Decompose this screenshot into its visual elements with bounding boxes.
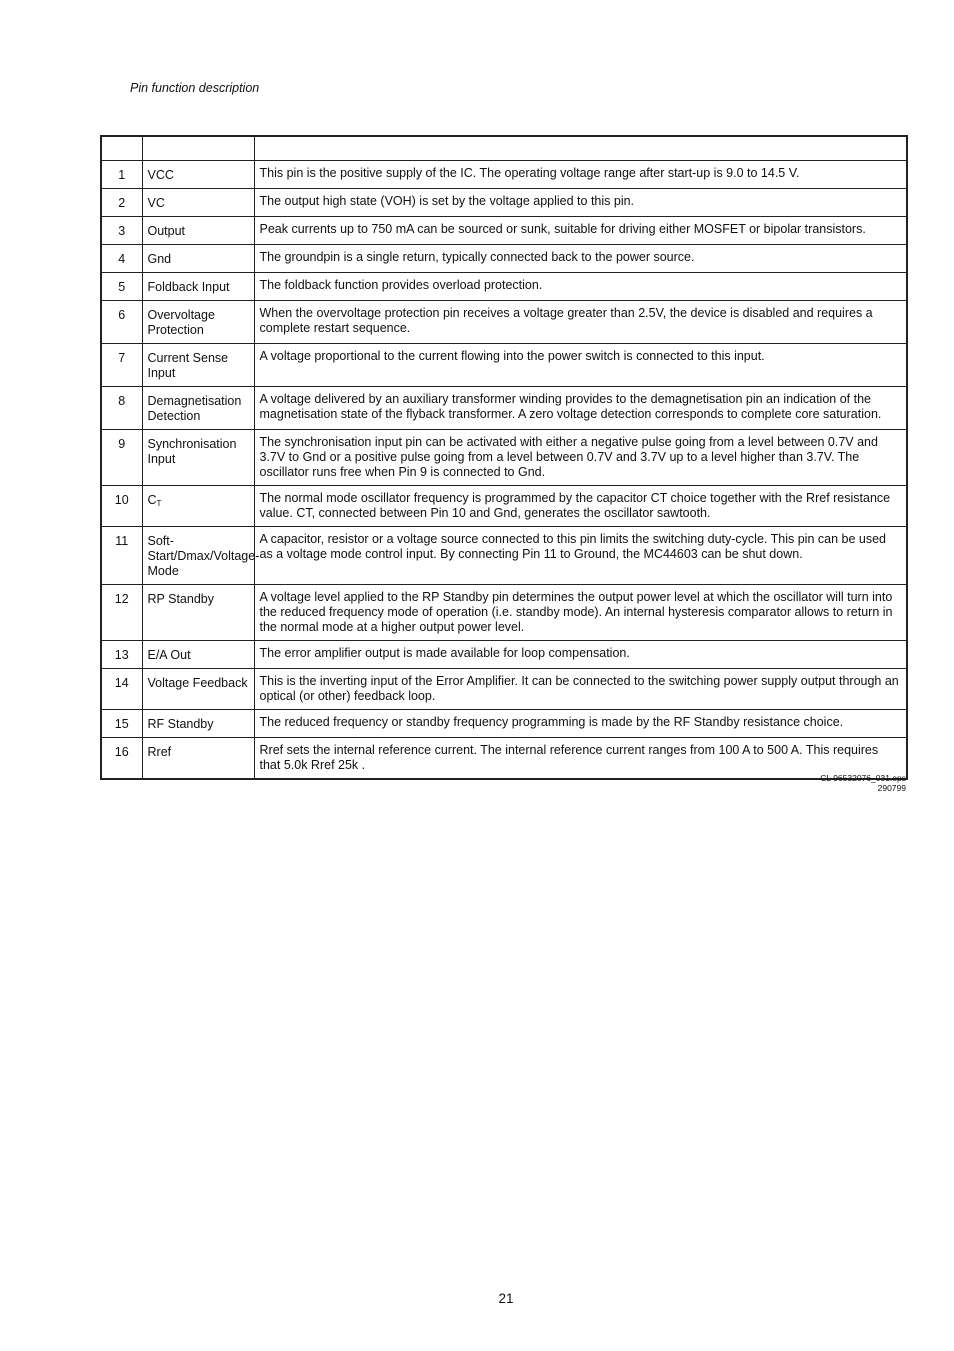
pin-symbol [142,161,254,189]
table-row [101,710,907,738]
pin-description: The error amplifier output is made available for loop compensation. [254,641,907,669]
pin-symbol [142,344,254,387]
pin-number: 1 [101,161,142,189]
pin-description: Peak currents up to 750 mA can be sourced or sunk, suitable for driving either MOSFET or bipolar transistors. [254,217,907,245]
table-row [101,669,907,710]
pin-description: This is the inverting input of the Error Amplifier. It can be connected to the switching power supply output through an optical (or other) feedback loop. [254,669,907,710]
pin-description: The synchronisation input pin can be activated with either a negative pulse going from a level between 0.7V and 3.7V to Gnd or a positive pulse going from a level between 0.7V and 3.7V up to a level higher than 3.7V. The oscillator runs free when Pin 9 is connected to Gnd. [254,430,907,486]
table-row [101,189,907,217]
pin-symbol [142,527,260,585]
header-cell [101,136,142,161]
pin-symbol [142,301,254,344]
pin-symbol [142,430,254,486]
pin-symbol [142,738,254,780]
table-row [101,738,907,780]
pin-symbol-text: Synchronisation Input [147,437,237,466]
header-cell [254,136,907,161]
pin-description: The foldback function provides overload protection. [254,273,907,301]
pin-description: The groundpin is a single return, typically connected back to the power source. [254,245,907,273]
pin-symbol-text: Overvoltage Protection [147,308,215,337]
pin-number: 5 [101,273,142,301]
pin-symbol-text: Soft-Start/Dmax/Voltage-Mode [147,534,260,578]
pin-description: When the overvoltage protection pin receives a voltage greater than 2.5V, the device is disabled and requires a complete restart sequence. [254,301,907,344]
pin-symbol [142,189,254,217]
table-header-row [101,136,907,161]
pin-symbol-text: RP Standby [147,592,214,606]
pin-symbol-text: C [147,493,157,507]
table-row [101,301,907,344]
pin-symbol-text: Output [147,224,186,238]
pin-symbol [142,641,254,669]
pin-description: The normal mode oscillator frequency is programmed by the capacitor CT choice together with the Rref resistance value. CT, connected between Pin 10 and Gnd, generates the oscillator sawtooth. [254,486,907,527]
pin-symbol-text: VCC [147,168,174,182]
pin-symbol-text: E/A Out [147,648,191,662]
pin-description: A capacitor, resistor or a voltage source connected to this pin limits the switching duty-cycle. This pin can be used as a voltage mode control input. By connecting Pin 11 to Ground, the MC44603 can be shut down. [254,527,907,585]
pin-number: 8 [101,387,142,430]
table-row [101,641,907,669]
pin-number: 9 [101,430,142,486]
table-row [101,527,907,585]
pin-symbol [142,245,254,273]
pin-number: 14 [101,669,142,710]
table-row [101,217,907,245]
page-number: 21 [498,1291,514,1306]
table-row [101,585,907,641]
pin-number: 12 [101,585,142,641]
pin-number: 2 [101,189,142,217]
section-title: Pin function description [130,81,260,95]
caption-date: 290799 [877,783,906,793]
pin-symbol [142,585,254,641]
pin-number: 15 [101,710,142,738]
pin-symbol-subscript: T [156,499,162,508]
pin-number: 6 [101,301,142,344]
table-row [101,344,907,387]
pin-description: The reduced frequency or standby frequency programming is made by the RF Standby resistance choice. [254,710,907,738]
pin-symbol-text: RF Standby [147,717,214,731]
pin-symbol [142,669,254,710]
pin-description: A voltage level applied to the RP Standby pin determines the output power level at which the oscillator will turn into the reduced frequency mode of operation (i.e. standby mode). An internal hysteresis comparator allows to return in the normal mode at a higher output power level. [254,585,907,641]
pin-number: 13 [101,641,142,669]
pin-symbol-text: Gnd [147,252,172,266]
pin-description: This pin is the positive supply of the IC. The operating voltage range after start-up is 9.0 to 14.5 V. [254,161,907,189]
pin-description: The output high state (VOH) is set by the voltage applied to this pin. [254,189,907,217]
pin-symbol [142,273,254,301]
pin-number: 3 [101,217,142,245]
header-cell [142,136,254,161]
table-row [101,161,907,189]
table-row [101,430,907,486]
pin-symbol-text: Current Sense Input [147,351,229,380]
table-row [101,486,907,527]
pin-symbol [142,710,254,738]
pin-symbol-text: Demagnetisation Detection [147,394,242,423]
table-row [101,273,907,301]
pin-description: A voltage proportional to the current flowing into the power switch is connected to this input. [254,344,907,387]
pin-number: 10 [101,486,142,527]
pin-symbol-text: Foldback Input [147,280,230,294]
pin-number: 16 [101,738,142,780]
table-row [101,245,907,273]
pin-table-body [101,136,907,779]
pin-symbol [142,387,254,430]
pin-symbol [142,217,254,245]
pin-description: A voltage delivered by an auxiliary transformer winding provides to the demagnetisation pin an indication of the magnetisation state of the flyback transformer. A zero voltage detection corresponds to complete core saturation. [254,387,907,430]
table-row [101,387,907,430]
pin-function-table [100,135,908,780]
pin-symbol-text: VC [147,196,165,210]
pin-description: Rref sets the internal reference current. The internal reference current ranges from 100 A to 500 A. This requires that 5.0k Rref 25k . [254,738,907,780]
caption-file: CL 96532076_031.eps [820,773,906,783]
pin-number: 7 [101,344,142,387]
pin-symbol-text: Rref [147,745,172,759]
pin-number: 11 [101,527,142,585]
pin-symbol [142,486,254,527]
figure-caption [820,773,906,793]
pin-symbol-text: Voltage Feedback [147,676,248,690]
pin-number: 4 [101,245,142,273]
